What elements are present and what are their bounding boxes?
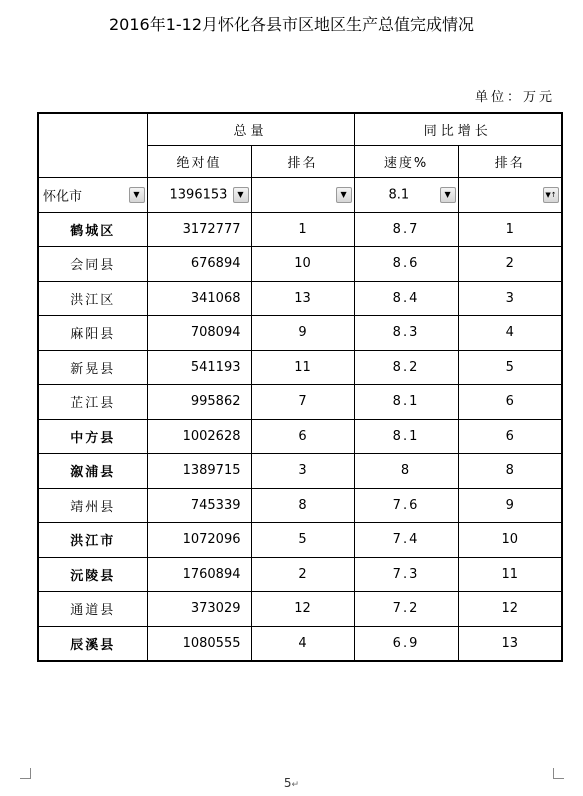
cell-rank1: 10 bbox=[251, 247, 354, 282]
cell-absolute: 373029 bbox=[147, 592, 251, 627]
table-row bbox=[38, 385, 562, 420]
dropdown-arrow-icon[interactable]: ▼ bbox=[336, 187, 352, 203]
cell-rank2: 6 bbox=[458, 419, 562, 454]
cell-absolute: 1080555 bbox=[147, 626, 251, 661]
dropdown-arrow-icon[interactable]: ▼ bbox=[233, 187, 249, 203]
cell-district-name: 辰溪县 bbox=[38, 626, 147, 661]
table-row bbox=[38, 592, 562, 627]
cell-rank1: 8 bbox=[251, 488, 354, 523]
table-row bbox=[38, 247, 562, 282]
header-corner-cell bbox=[38, 113, 147, 178]
cell-absolute: 1002628 bbox=[147, 419, 251, 454]
cell-rank1: 6 bbox=[251, 419, 354, 454]
cell-rank2: 12 bbox=[458, 592, 562, 627]
filter-cell-absolute[interactable] bbox=[147, 178, 251, 213]
cell-district-name: 洪江区 bbox=[38, 281, 147, 316]
cell-rank1: 2 bbox=[251, 557, 354, 592]
page-number: 5↵ bbox=[283, 776, 300, 790]
table-row bbox=[38, 488, 562, 523]
cell-absolute: 3172777 bbox=[147, 212, 251, 247]
table-row bbox=[38, 454, 562, 489]
cell-district-name: 芷江县 bbox=[38, 385, 147, 420]
header-growth: 同比增长 bbox=[354, 113, 562, 146]
dropdown-arrow-icon[interactable]: ▼ bbox=[440, 187, 456, 203]
cell-absolute: 1072096 bbox=[147, 523, 251, 558]
cell-rank1: 9 bbox=[251, 316, 354, 351]
page-title: 2016年1-12月怀化各县市区地区生产总值完成情况 bbox=[108, 15, 475, 34]
cell-speed: 8.1 bbox=[354, 385, 458, 420]
cell-rank1: 13 bbox=[251, 281, 354, 316]
header-speed: 速度% bbox=[354, 146, 458, 178]
cell-speed: 7.6 bbox=[354, 488, 458, 523]
filter-row bbox=[38, 178, 562, 213]
cell-rank2: 11 bbox=[458, 557, 562, 592]
cell-district-name: 中方县 bbox=[38, 419, 147, 454]
cell-absolute: 708094 bbox=[147, 316, 251, 351]
cell-district-name: 麻阳县 bbox=[38, 316, 147, 351]
header-rank2: 排名 bbox=[458, 146, 562, 178]
gdp-table bbox=[37, 112, 563, 662]
cell-district-name: 靖州县 bbox=[38, 488, 147, 523]
data-rows bbox=[38, 212, 562, 661]
cell-district-name: 会同县 bbox=[38, 247, 147, 282]
cell-district-name: 沅陵县 bbox=[38, 557, 147, 592]
table-row bbox=[38, 212, 562, 247]
filter-speed-text: 8.1 bbox=[388, 187, 410, 203]
unit-label: 单位：万元 bbox=[474, 90, 555, 105]
table-row bbox=[38, 350, 562, 385]
cell-district-name: 通道县 bbox=[38, 592, 147, 627]
cell-district-name: 鹤城区 bbox=[38, 212, 147, 247]
cell-rank2: 5 bbox=[458, 350, 562, 385]
header-row-group bbox=[38, 113, 562, 146]
cell-speed: 7.4 bbox=[354, 523, 458, 558]
cell-speed: 8.7 bbox=[354, 212, 458, 247]
table-row bbox=[38, 557, 562, 592]
header-total: 总量 bbox=[147, 113, 354, 146]
cell-rank1: 4 bbox=[251, 626, 354, 661]
cell-rank2: 1 bbox=[458, 212, 562, 247]
cell-rank1: 11 bbox=[251, 350, 354, 385]
cell-absolute: 1760894 bbox=[147, 557, 251, 592]
cell-rank2: 9 bbox=[458, 488, 562, 523]
header-absolute: 绝对值 bbox=[147, 146, 251, 178]
table-row bbox=[38, 523, 562, 558]
cell-speed: 7.3 bbox=[354, 557, 458, 592]
sort-filter-icon[interactable]: ▼↑ bbox=[543, 187, 559, 203]
cell-rank2: 6 bbox=[458, 385, 562, 420]
cell-rank2: 3 bbox=[458, 281, 562, 316]
cell-speed: 7.2 bbox=[354, 592, 458, 627]
cell-rank2: 10 bbox=[458, 523, 562, 558]
table-row bbox=[38, 626, 562, 661]
cell-absolute: 995862 bbox=[147, 385, 251, 420]
cell-absolute: 1389715 bbox=[147, 454, 251, 489]
cell-speed: 8 bbox=[354, 454, 458, 489]
cell-district-name: 洪江市 bbox=[38, 523, 147, 558]
filter-absolute-text: 1396153 bbox=[169, 187, 228, 203]
cell-speed: 8.3 bbox=[354, 316, 458, 351]
filter-name-text: 怀化市 bbox=[43, 189, 83, 205]
table-row bbox=[38, 419, 562, 454]
filter-cell-rank2[interactable] bbox=[458, 178, 562, 213]
cell-rank2: 8 bbox=[458, 454, 562, 489]
cell-rank2: 4 bbox=[458, 316, 562, 351]
cell-rank1: 7 bbox=[251, 385, 354, 420]
cell-absolute: 745339 bbox=[147, 488, 251, 523]
cell-rank1: 5 bbox=[251, 523, 354, 558]
filter-cell-speed[interactable] bbox=[354, 178, 458, 213]
cell-speed: 8.6 bbox=[354, 247, 458, 282]
cell-speed: 8.4 bbox=[354, 281, 458, 316]
table-row bbox=[38, 281, 562, 316]
cell-absolute: 341068 bbox=[147, 281, 251, 316]
cell-speed: 8.2 bbox=[354, 350, 458, 385]
cell-district-name: 溆浦县 bbox=[38, 454, 147, 489]
cell-rank2: 2 bbox=[458, 247, 562, 282]
dropdown-arrow-icon[interactable]: ▼ bbox=[129, 187, 145, 203]
cell-rank2: 13 bbox=[458, 626, 562, 661]
page-number-text: 5 bbox=[283, 776, 292, 790]
cell-rank1: 1 bbox=[251, 212, 354, 247]
cell-rank1: 3 bbox=[251, 454, 354, 489]
header-rank1: 排名 bbox=[251, 146, 354, 178]
cell-speed: 8.1 bbox=[354, 419, 458, 454]
cell-absolute: 541193 bbox=[147, 350, 251, 385]
cell-district-name: 新晃县 bbox=[38, 350, 147, 385]
cell-rank1: 12 bbox=[251, 592, 354, 627]
filter-cell-name[interactable] bbox=[38, 178, 147, 213]
filter-cell-rank1[interactable] bbox=[251, 178, 354, 213]
cell-speed: 6.9 bbox=[354, 626, 458, 661]
table-row bbox=[38, 316, 562, 351]
cell-absolute: 676894 bbox=[147, 247, 251, 282]
